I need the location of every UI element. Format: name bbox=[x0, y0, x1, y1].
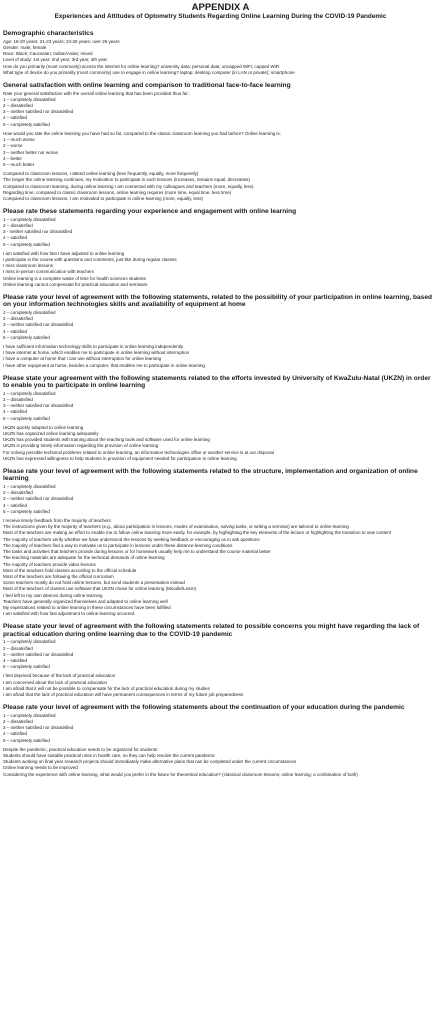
question-block bbox=[3, 713, 438, 744]
question-line: 4 – satisfied bbox=[3, 731, 28, 737]
question-line: Gender: male; female bbox=[3, 45, 47, 51]
question-line: 2 – dissatisfied bbox=[3, 396, 33, 402]
question-line: Some teachers mostly do not hold online lectures, but send students a presentation instead bbox=[3, 580, 185, 586]
question-line: UKZN has organized online learning adequately bbox=[3, 430, 99, 436]
section-heading: Please rate your level of agreement with the following statements, related to the possibility of your participation in online learning, based on your information technologies skills and availability of equipment at home bbox=[3, 294, 433, 309]
question-block bbox=[3, 425, 438, 462]
question-line: I miss classroom lessons bbox=[3, 263, 54, 269]
question-line: 4 – satisfied bbox=[3, 115, 28, 121]
question-line: Most of the teachers are following the official curriculum bbox=[3, 573, 114, 579]
question-line: 2 – dissatisfied bbox=[3, 718, 33, 724]
question-line: 3 – neither satisfied nor dissatisfied bbox=[3, 651, 74, 657]
question-line: 5 – completely satisfied bbox=[3, 737, 50, 743]
question-line: 2 – dissatisfied bbox=[3, 102, 33, 108]
question-line: 4 – satisfied bbox=[3, 657, 28, 663]
question-line: 5 – completely satisfied bbox=[3, 334, 50, 340]
question-line: 2 – dissatisfied bbox=[3, 645, 33, 651]
question-line: UKZN has expressed willingness to help students in provision of equipment needed for participation in online learning bbox=[3, 455, 237, 461]
question-line: 2 – dissatisfied bbox=[3, 222, 33, 228]
question-line: Most of the teachers are making an effort to enable me to follow online learning more easily, for example, by highlighting the key elements of the lecture or highlighting the transition to new content bbox=[3, 530, 392, 536]
question-line: What type of device do you primarily (most commonly) use to engage in online learning? laptop; desktop computer (in LAN or private); smartphone bbox=[3, 69, 295, 75]
question-line: 5 – completely satisfied bbox=[3, 121, 50, 127]
question-block bbox=[3, 39, 438, 76]
question-line: 3 - neither satisfied nor dissatisfied bbox=[3, 229, 73, 235]
section-heading: Please state your level of agreement with the following statements related to possible concerns you might have regarding the lack of practical education during online learning due to the COVID-19 pandemic bbox=[3, 623, 420, 638]
question-line: 1 – completely dissatisfied bbox=[3, 216, 56, 222]
question-line: 1 – much worse bbox=[3, 137, 35, 143]
question-line: The majority of teachers provide video lessons bbox=[3, 561, 96, 567]
question-line: 1 – completely dissatisfied bbox=[3, 639, 56, 645]
question-line: I am satisfied with how fast I have adjusted to online learning bbox=[3, 250, 125, 256]
question-line: My expectations related to online learning in these circumstances have been fulfilled bbox=[3, 605, 171, 611]
section-heading: Please rate your level of agreement with the following statements about the continuation of your education during the pandemic bbox=[3, 704, 405, 712]
questionnaire-section bbox=[3, 623, 438, 698]
question-line: 4 – satisfied bbox=[3, 328, 28, 334]
questionnaire-section bbox=[3, 82, 438, 202]
question-block bbox=[3, 217, 438, 248]
questionnaire-section bbox=[3, 208, 438, 288]
question-line: Rate your general satisfaction with the overall online learning that has been provided thus far: bbox=[3, 90, 189, 96]
section-heading: Please rate these statements regarding your experience and engagement with online learning bbox=[3, 208, 297, 216]
question-line: 1 – completely dissatisfied bbox=[3, 712, 56, 718]
question-line: 3 – neither satisfied nor dissatisfied bbox=[3, 403, 74, 409]
question-line: 2 – dissatisfied bbox=[3, 316, 33, 322]
question-line: 5 – completely satisfied bbox=[3, 664, 50, 670]
question-line: I feel left to my own devices during online learning bbox=[3, 592, 103, 598]
question-line: Online learning cannot compensate for practical education and seminars bbox=[3, 281, 148, 287]
question-line: 4 – better bbox=[3, 155, 23, 161]
question-block bbox=[3, 747, 438, 778]
question-line: I feel deprived because of the lack of practical education bbox=[3, 673, 116, 679]
question-line: 4 – satisfied bbox=[3, 235, 28, 241]
question-line: I miss in-person communication with teachers bbox=[3, 269, 95, 275]
question-block bbox=[3, 251, 438, 288]
question-line: I am satisfied with how fast adjustment to online learning occurred bbox=[3, 611, 135, 617]
appendix-label: APPENDIX A bbox=[191, 2, 250, 13]
question-block bbox=[3, 91, 438, 128]
question-line: Online learning is a complete waste of time for health sciences students bbox=[3, 275, 146, 281]
question-line: UKZN has provided students with training about the teaching tools and software used for online learning bbox=[3, 437, 210, 443]
section-heading: Demographic characteristics bbox=[3, 30, 94, 38]
question-line: I am concerned about the lack of practical education bbox=[3, 679, 108, 685]
question-block bbox=[3, 171, 438, 202]
question-line: Race: Black; Caucasian; Indian/Asian; mixed bbox=[3, 51, 93, 57]
question-line: 2 – dissatisfied bbox=[3, 490, 33, 496]
section-heading: General satisfaction with online learning and comparison to traditional face-to-face learning bbox=[3, 82, 291, 90]
question-block bbox=[3, 310, 438, 341]
question-line: 5 – much better bbox=[3, 161, 35, 167]
questionnaire-section bbox=[3, 468, 438, 617]
question-line: 4 – satisfied bbox=[3, 502, 28, 508]
question-line: Compared to classroom learning, during online learning I am connected with my colleagues and teachers (more, equally, less) bbox=[3, 183, 254, 189]
question-line: UKZN is providing timely information regarding the provision of online learning bbox=[3, 443, 159, 449]
question-line: Compared to classroom lessons, I am motivated to participate in online learning (more, equally, less) bbox=[3, 196, 204, 202]
question-line: Considering the experience with online learning, what would you prefer in the future for theoretical education? (classical classroom lessons; online learning; a combination of both) bbox=[3, 771, 358, 777]
question-line: How would you rate the online learning you have had so far, compared to the classic classroom learning you had before? Online learning is: bbox=[3, 130, 281, 136]
question-line: I have internet at home, which enables me to participate in online learning without interruption bbox=[3, 350, 190, 356]
question-line: I am afraid that it will not be possible to compensate for the lack of practical education during my studies bbox=[3, 685, 210, 691]
question-line: 1 – completely dissatisfied bbox=[3, 390, 56, 396]
question-line: Students should have suitable practical roles in health care, so they can help resolve the current pandemic bbox=[3, 752, 215, 758]
questionnaire-section bbox=[3, 375, 438, 462]
section-heading: Please state your agreement with the following statements related to the efforts invested by University of KwaZulu-Natal (UKZN) in order to enable you to participate in online learning bbox=[3, 374, 431, 390]
question-line: Regarding time, compared to classic classroom lessons, online learning requires (more time, equal time, less time) bbox=[3, 189, 232, 195]
question-line: I am afraid that the lack of practical education will have permanent consequences in terms of my future job preparedness bbox=[3, 692, 244, 698]
question-line: I have other equipment at home, besides a computer, that enables me to participate in online learning bbox=[3, 362, 205, 368]
question-line: The longer the online learning continues, my motivation to participate in such lessons (increases, remains equal, decreases) bbox=[3, 177, 250, 183]
question-block bbox=[3, 639, 438, 670]
question-line: Age: 18-20 years; 21-23 years; 24-26 years; over 26 years bbox=[3, 38, 120, 44]
questionnaire-section bbox=[3, 704, 438, 778]
question-line: I receive timely feedback from the majority of teachers bbox=[3, 517, 111, 523]
question-line: 3 – neither satisfied nor dissatisfied bbox=[3, 496, 74, 502]
question-line: 3 – neither satisfied nor dissatisfied bbox=[3, 109, 74, 115]
question-line: The majority of teachers verify whether we have understood the lessons by seeking feedback or encouraging us to ask questions bbox=[3, 536, 260, 542]
question-line: 5 – completely satisfied bbox=[3, 508, 50, 514]
question-line: 1 – completely dissatisfied bbox=[3, 483, 56, 489]
question-line: Most of the teachers of classes use software that UKZN chose for online learning (Moodle/Learn) bbox=[3, 586, 197, 592]
questionnaire-section bbox=[3, 30, 438, 76]
question-line: UKZN quickly adapted to online learning bbox=[3, 424, 84, 430]
question-line: 3 – neither better nor worse bbox=[3, 149, 59, 155]
question-line: Teachers have generally organized themselves and adapted to online learning well bbox=[3, 598, 168, 604]
document-title: Experiences and Attitudes of Optometry Students Regarding Online Learning During the COVID-19 Pandemic bbox=[54, 13, 387, 20]
question-block bbox=[3, 344, 438, 369]
question-line: I have a computer at home that I can use without interruption for online learning bbox=[3, 356, 162, 362]
question-line: I participate in the course with questions and comments, just like during regular classes bbox=[3, 256, 177, 262]
question-line: Online learning needs to be improved bbox=[3, 765, 78, 771]
question-block bbox=[3, 673, 438, 698]
question-line: The teaching materials are adequate for the technical demands of online learning bbox=[3, 555, 165, 561]
section-heading: Please rate your level of agreement with the following statements related to the structure, implementation and organization of online learning bbox=[3, 468, 418, 483]
question-line: Compared to classroom lessons, I attend online learning (less frequently, equally, more frequently) bbox=[3, 171, 199, 177]
question-line: For solving possible technical problems related to online learning, an information technologies office or another service is at our disposal bbox=[3, 449, 274, 455]
question-line: The tasks and activities that teachers provide during lessons or for homework usually help me to understand the course material better bbox=[3, 549, 271, 555]
question-line: 1 – completely dissatisfied bbox=[3, 309, 56, 315]
question-line: 5 – completely satisfied bbox=[3, 241, 50, 247]
question-line: 3 – neither satisfied nor dissatisfied bbox=[3, 322, 74, 328]
question-block bbox=[3, 391, 438, 422]
question-line: Despite the pandemic, practical education needs to be organized for students bbox=[3, 746, 158, 752]
questionnaire-body bbox=[3, 30, 438, 777]
questionnaire-section bbox=[3, 294, 438, 369]
question-line: How do you primarily (most commonly) access the internet for online learning? university data; personal data; uncapped WiFi; capped WiFi bbox=[3, 63, 280, 69]
question-line: 5 – completely satisfied bbox=[3, 415, 50, 421]
question-line: The majority of teachers find a way to motivate us to participate in lessons under these distance-learning conditions bbox=[3, 542, 233, 548]
question-line: 3 – neither satisfied nor dissatisfied bbox=[3, 725, 74, 731]
question-line: 4 – satisfied bbox=[3, 409, 28, 415]
question-block bbox=[3, 518, 438, 618]
question-line: I have sufficient information technology skills to participate in online learning independently bbox=[3, 343, 184, 349]
question-line: 1 – completely dissatisfied bbox=[3, 96, 56, 102]
question-block bbox=[3, 131, 438, 168]
question-block bbox=[3, 484, 438, 515]
question-line: Most of the teachers hold classes according to the official schedule bbox=[3, 567, 137, 573]
question-line: Students working on final year research projects should immediately make alternative plans that can be completed under the current circumstances bbox=[3, 759, 297, 765]
question-line: The instructions given by the majority of teachers (e.g., about participation in lessons, modes of examination, solving tasks, or writing a seminar) are tailored to online learning bbox=[3, 524, 349, 530]
question-line: Level of study: 1st year; 2nd year; 3rd year; 4th year bbox=[3, 57, 108, 63]
question-line: 2 – worse bbox=[3, 143, 23, 149]
